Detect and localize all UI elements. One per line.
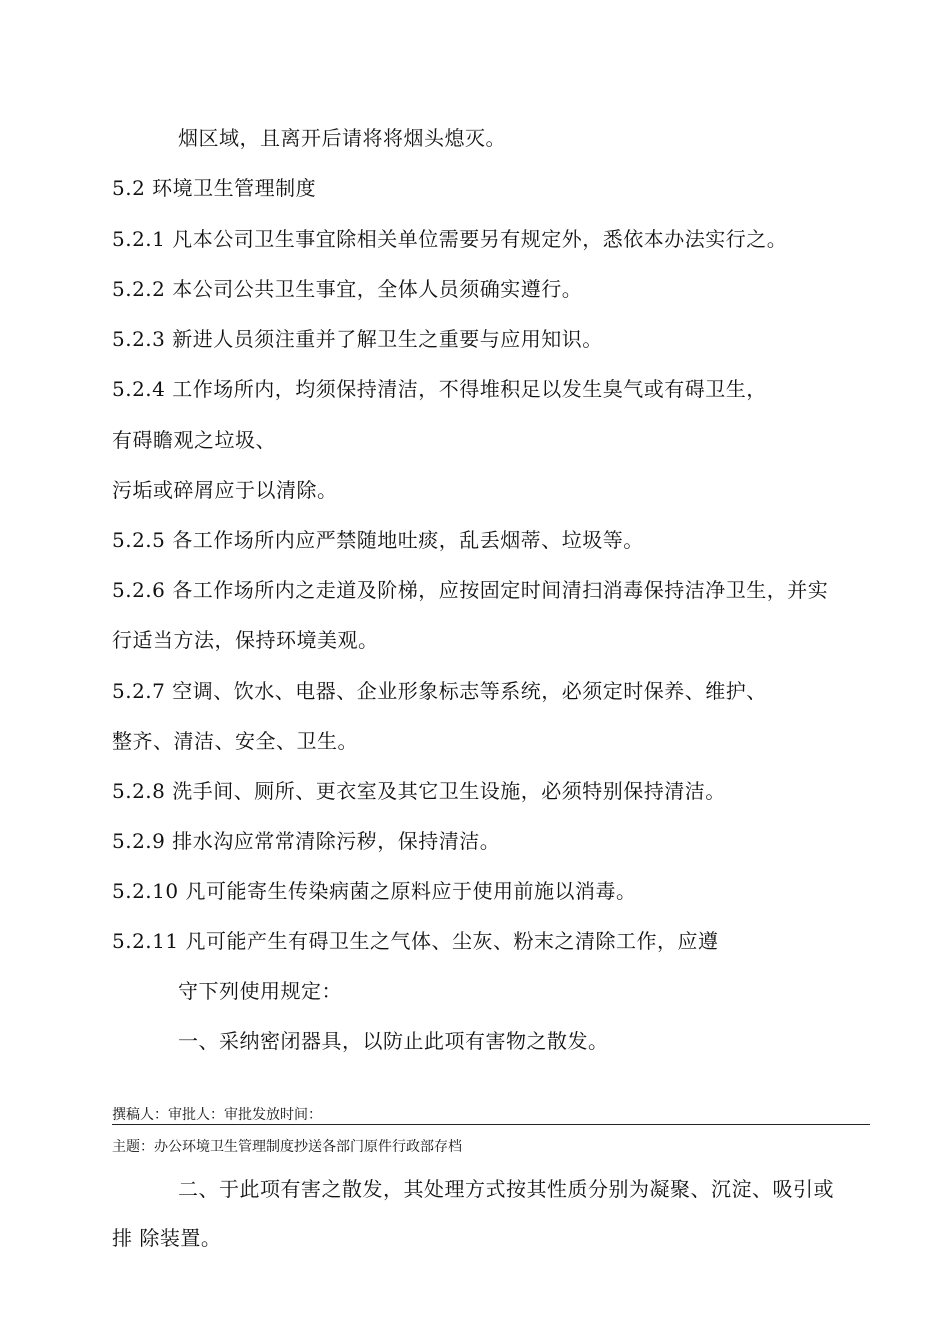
signoff-line: 撰稿人：审批人：审批发放时间： (112, 1107, 322, 1123)
text-line: 5.2.9 排水沟应常常清除污秽，保持清洁。 (112, 829, 501, 853)
text-line: 有碍瞻观之垃圾、 (112, 428, 276, 452)
text-line: 5.2.11 凡可能产生有碍卫生之气体、尘灰、粉末之清除工作，应遵 (112, 929, 719, 953)
text-line: 排 除装置。 (112, 1226, 222, 1250)
text-line: 一、采纳密闭器具，以防止此项有害物之散发。 (178, 1029, 609, 1053)
section-heading: 5.2 环境卫生管理制度 (112, 176, 317, 200)
text-line: 污垢或碎屑应于以清除。 (112, 478, 338, 502)
text-line: 5.2.7 空调、饮水、电器、企业形象标志等系统，必须定时保养、维护、 (112, 679, 767, 703)
text-line: 守下列使用规定： (178, 979, 342, 1003)
text-line: 5.2.1 凡本公司卫生事宜除相关单位需要另有规定外，悉依本办法实行之。 (112, 227, 788, 251)
text-line: 二、于此项有害之散发，其处理方式按其性质分别为凝聚、沉淀、吸引或 (178, 1177, 834, 1201)
text-line: 5.2.3 新进人员须注重并了解卫生之重要与应用知识。 (112, 327, 603, 351)
text-line: 烟区域，且离开后请将将烟头熄灭。 (178, 126, 506, 150)
text-line: 5.2.10 凡可能寄生传染病菌之原料应于使用前施以消毒。 (112, 879, 637, 903)
text-line: 5.2.4 工作场所内，均须保持清洁，不得堆积足以发生臭气或有碍卫生， (112, 377, 767, 401)
text-line: 5.2.8 洗手间、厕所、更衣室及其它卫生设施，必须特别保持清洁。 (112, 779, 726, 803)
text-line: 整齐、清洁、安全、卫生。 (112, 729, 358, 753)
text-line: 5.2.5 各工作场所内应严禁随地吐痰，乱丢烟蒂、垃圾等。 (112, 528, 644, 552)
footer-divider (112, 1124, 870, 1125)
subject-line: 主题：办公环境卫生管理制度抄送各部门原件行政部存档 (112, 1139, 462, 1155)
text-line: 5.2.6 各工作场所内之走道及阶梯，应按固定时间清扫消毒保持洁净卫生，并实 (112, 578, 829, 602)
text-line: 5.2.2 本公司公共卫生事宜，全体人员须确实遵行。 (112, 277, 583, 301)
text-line: 行适当方法，保持环境美观。 (112, 628, 379, 652)
